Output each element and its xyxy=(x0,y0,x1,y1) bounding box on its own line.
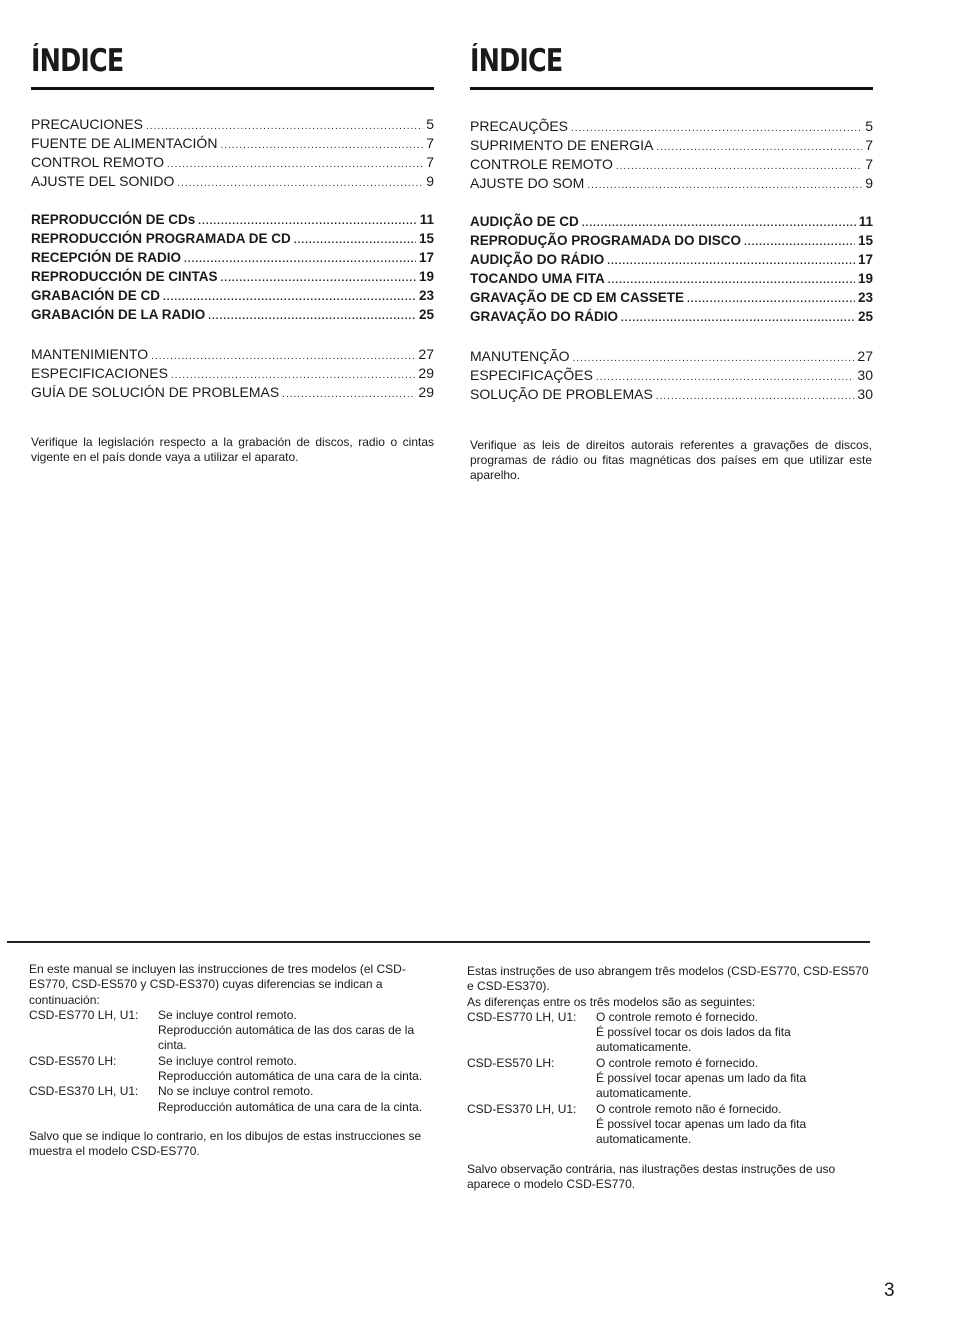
toc-entry xyxy=(31,250,434,269)
toc-entry-page: 30 xyxy=(857,367,873,383)
model-row xyxy=(467,1056,870,1102)
toc-entry xyxy=(31,269,434,288)
toc-entry xyxy=(470,214,873,233)
toc-entry-label: ESPECIFICAÇÕES xyxy=(470,367,593,383)
toc-entry-label: REPRODUCCIÓN PROGRAMADA DE CD xyxy=(31,231,291,246)
model-feature: É possível tocar apenas um lado da fita automaticamente. xyxy=(596,1071,807,1101)
toc-entry xyxy=(470,271,873,290)
model-list-pt xyxy=(467,1010,870,1148)
model-info-pt xyxy=(467,964,870,1192)
model-description xyxy=(596,1056,870,1102)
toc-entry-page: 17 xyxy=(857,252,873,267)
model-feature: Reproducción automática de las dos caras de la cinta. xyxy=(158,1023,415,1053)
toc-leader-dots xyxy=(573,353,855,364)
model-feature: Reproducción automática de una cara de la cinta. xyxy=(158,1099,423,1114)
toc-entry xyxy=(31,173,434,192)
toc-entry-label: SOLUÇÃO DE PROBLEMAS xyxy=(470,386,653,402)
toc-entry xyxy=(470,348,873,367)
toc-entry-page: 5 xyxy=(865,118,873,134)
toc-leader-dots xyxy=(656,391,855,402)
footer-note-pt: Salvo observação contrária, nas ilustrações destas instruções de uso aparece o modelo CSD-ES770. xyxy=(467,1161,836,1191)
toc-entry-page: 11 xyxy=(858,214,873,229)
toc-pt-group-1 xyxy=(470,118,873,194)
toc-leader-dots xyxy=(167,159,423,170)
toc-leader-dots xyxy=(221,273,416,284)
toc-entry xyxy=(470,252,873,271)
toc-entry-label: GUÍA DE SOLUCIÓN DE PROBLEMAS xyxy=(31,384,280,400)
toc-pt-group-3 xyxy=(470,348,873,405)
toc-entry-label: FUENTE DE ALIMENTACIÓN xyxy=(31,135,218,151)
toc-leader-dots xyxy=(294,235,416,246)
model-intro-pt: Estas instruções de uso abrangem três modelos (CSD-ES770, CSD-ES570 e CSD-ES370). xyxy=(467,964,869,994)
toc-es-group-2 xyxy=(31,212,434,326)
toc-entry-page: 7 xyxy=(426,154,434,170)
model-intro2-pt: As diferenças entre os três modelos são as seguintes: xyxy=(467,994,756,1009)
model-list-es xyxy=(29,1008,431,1115)
toc-entry-page: 25 xyxy=(418,307,434,322)
toc-entry-label: PRECAUÇÕES xyxy=(470,118,569,134)
toc-entry-label: AJUSTE DO SOM xyxy=(470,175,585,191)
toc-entry-page: 7 xyxy=(426,135,434,151)
toc-entry xyxy=(31,212,434,231)
copyright-note-pt: Verifique as leis de direitos autorais referentes a gravações de discos, programas de rádio ou fitas magnéticas dos países em que utilizar este aparelho. xyxy=(470,438,872,482)
toc-entry xyxy=(470,156,873,175)
toc-entry-page: 27 xyxy=(418,346,434,362)
toc-entry-label: GRAVAÇÃO DE CD EM CASSETE xyxy=(470,290,685,305)
toc-entry-page: 9 xyxy=(865,175,873,191)
toc-entry-label: SUPRIMENTO DE ENERGIA xyxy=(470,137,654,153)
model-name: CSD-ES370 LH, U1: xyxy=(29,1084,139,1099)
toc-entry xyxy=(31,116,434,135)
model-feature: Reproducción automática de una cara de la cinta. xyxy=(158,1069,423,1084)
toc-leader-dots xyxy=(282,389,415,400)
toc-leader-dots xyxy=(596,372,855,383)
toc-leader-dots xyxy=(616,161,862,172)
toc-entry-label: AUDIÇÃO DE CD xyxy=(470,214,579,229)
toc-entry-page: 29 xyxy=(418,384,434,400)
toc-entry-page: 23 xyxy=(857,290,873,305)
toc-entry-label: AUDIÇÃO DO RÁDIO xyxy=(470,252,605,267)
model-feature: Se incluye control remoto. xyxy=(158,1053,297,1068)
page-title-es: ÍNDICE xyxy=(31,43,124,79)
toc-entry-page: 17 xyxy=(418,250,434,265)
toc-entry xyxy=(31,307,434,326)
toc-leader-dots xyxy=(208,311,416,322)
toc-entry-page: 19 xyxy=(418,269,434,284)
model-description xyxy=(158,1008,431,1054)
toc-entry xyxy=(470,175,873,194)
footer-note-es: Salvo que se indique lo contrario, en los dibujos de estas instrucciones se muestra el modelo CSD-ES770. xyxy=(29,1128,422,1159)
toc-entry-label: REPRODUÇÃO PROGRAMADA DO DISCO xyxy=(470,233,742,248)
model-feature: É possível tocar os dois lados da fita automaticamente. xyxy=(596,1025,791,1055)
toc-entry xyxy=(470,367,873,386)
toc-entry xyxy=(31,346,434,365)
model-name: CSD-ES770 LH, U1: xyxy=(467,1009,577,1024)
toc-pt-group-2 xyxy=(470,214,873,328)
toc-leader-dots xyxy=(571,123,862,134)
toc-entry-label: CONTROL REMOTO xyxy=(31,154,165,170)
toc-leader-dots xyxy=(220,140,423,151)
toc-entry-page: 7 xyxy=(865,156,873,172)
toc-entry xyxy=(31,365,434,384)
toc-leader-dots xyxy=(151,351,415,362)
title-rule-pt xyxy=(470,87,873,90)
toc-leader-dots xyxy=(163,292,416,303)
toc-entry-page: 15 xyxy=(857,233,873,248)
model-row xyxy=(467,1102,870,1148)
model-feature: O controle remoto não é fornecido. xyxy=(596,1101,782,1116)
toc-entry xyxy=(470,233,873,252)
toc-entry xyxy=(470,309,873,328)
toc-leader-dots xyxy=(184,254,416,265)
toc-entry-page: 7 xyxy=(865,137,873,153)
model-row xyxy=(467,1010,870,1056)
toc-entry-label: ESPECIFICACIONES xyxy=(31,365,168,381)
toc-entry-label: CONTROLE REMOTO xyxy=(470,156,613,172)
toc-entry-label: REPRODUCCIÓN DE CDs xyxy=(31,212,196,227)
toc-entry-label: TOCANDO UMA FITA xyxy=(470,271,605,286)
toc-leader-dots xyxy=(146,121,423,132)
toc-entry-label: GRABACIÓN DE LA RADIO xyxy=(31,307,206,322)
toc-entry-page: 23 xyxy=(418,288,434,303)
toc-entry-page: 15 xyxy=(418,231,434,246)
toc-entry-label: AJUSTE DEL SONIDO xyxy=(31,173,175,189)
toc-entry-label: RECEPCIÓN DE RADIO xyxy=(31,250,182,265)
toc-entry xyxy=(470,137,873,156)
page-number: 3 xyxy=(884,1280,895,1301)
model-description xyxy=(596,1102,870,1148)
model-intro-es: En este manual se incluyen las instrucciones de tres modelos (el CSD-ES770, CSD-ES570 y CSD-ES370) cuyas diferencias se indican a continuación: xyxy=(29,962,406,1007)
toc-entry-label: MANTENIMIENTO xyxy=(31,346,149,362)
toc-entry-page: 11 xyxy=(419,212,434,227)
toc-entry xyxy=(470,386,873,405)
model-feature: Se incluye control remoto. xyxy=(158,1007,297,1022)
toc-entry-page: 5 xyxy=(426,116,434,132)
toc-entry-label: REPRODUCCIÓN DE CINTAS xyxy=(31,269,218,284)
toc-entry xyxy=(470,290,873,309)
model-description xyxy=(596,1010,870,1056)
toc-entry-page: 9 xyxy=(426,173,434,189)
toc-leader-dots xyxy=(621,313,855,324)
toc-entry xyxy=(31,135,434,154)
toc-entry xyxy=(470,118,873,137)
model-description xyxy=(158,1054,431,1085)
toc-entry xyxy=(31,231,434,250)
copyright-note-es: Verifique la legislación respecto a la grabación de discos, radio o cintas vigente en el país donde vaya a utilizar el aparato. xyxy=(31,435,434,464)
toc-leader-dots xyxy=(582,218,856,229)
model-feature: O controle remoto é fornecido. xyxy=(596,1055,759,1070)
toc-leader-dots xyxy=(607,256,855,267)
toc-leader-dots xyxy=(587,180,862,191)
model-row xyxy=(29,1008,431,1054)
toc-leader-dots xyxy=(656,142,862,153)
model-info-es xyxy=(29,962,431,1160)
title-rule-es xyxy=(31,87,434,90)
toc-entry-page: 25 xyxy=(857,309,873,324)
toc-leader-dots xyxy=(171,370,416,381)
model-name: CSD-ES570 LH: xyxy=(29,1053,117,1068)
section-divider xyxy=(7,941,870,943)
toc-leader-dots xyxy=(198,216,416,227)
toc-leader-dots xyxy=(608,275,855,286)
toc-leader-dots xyxy=(177,178,423,189)
model-row xyxy=(29,1054,431,1085)
toc-entry-label: PRECAUCIONES xyxy=(31,116,144,132)
toc-leader-dots xyxy=(744,237,855,248)
toc-entry-page: 29 xyxy=(418,365,434,381)
toc-es-group-1 xyxy=(31,116,434,192)
page-title-pt: ÍNDICE xyxy=(470,43,563,79)
toc-leader-dots xyxy=(687,294,855,305)
toc-es-group-3 xyxy=(31,346,434,403)
toc-entry xyxy=(31,384,434,403)
model-row xyxy=(29,1084,431,1115)
toc-entry-page: 30 xyxy=(857,386,873,402)
model-name: CSD-ES570 LH: xyxy=(467,1055,555,1070)
toc-entry-label: GRAVAÇÃO DO RÁDIO xyxy=(470,309,618,324)
toc-entry xyxy=(31,154,434,173)
model-feature: O controle remoto é fornecido. xyxy=(596,1009,759,1024)
model-feature: No se incluye control remoto. xyxy=(158,1084,314,1099)
model-name: CSD-ES770 LH, U1: xyxy=(29,1007,139,1022)
model-feature: É possível tocar apenas um lado da fita automaticamente. xyxy=(596,1116,807,1147)
toc-entry xyxy=(31,288,434,307)
model-description xyxy=(158,1084,431,1115)
toc-entry-label: GRABACIÓN DE CD xyxy=(31,288,161,303)
toc-entry-label: MANUTENÇÃO xyxy=(470,348,570,364)
model-name: CSD-ES370 LH, U1: xyxy=(467,1101,577,1116)
toc-entry-page: 27 xyxy=(857,348,873,364)
toc-entry-page: 19 xyxy=(857,271,873,286)
